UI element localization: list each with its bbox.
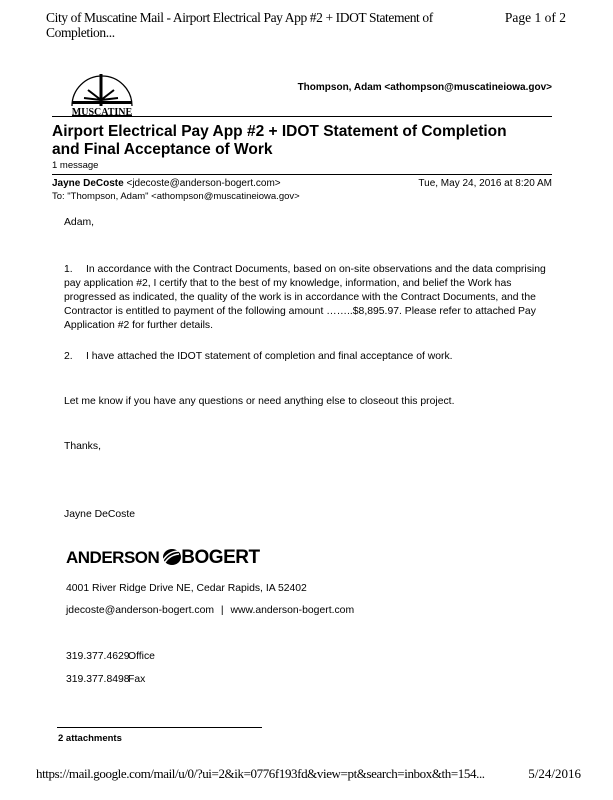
sender-email: <jdecoste@anderson-bogert.com> xyxy=(126,178,281,189)
attachments-label: 2 attachments xyxy=(58,733,122,744)
print-footer-url: https://mail.google.com/mail/u/0/?ui=2&ik=0776f193fd&view=pt&search=inbox&th=154... xyxy=(36,766,485,781)
item-number: 1. xyxy=(64,264,73,275)
anderson-bogert-logo xyxy=(66,547,260,569)
muscatine-logo-icon xyxy=(66,70,138,116)
swoosh-icon xyxy=(159,549,181,565)
phone-row xyxy=(66,673,145,687)
address: 4001 River Ridge Drive NE, Cedar Rapids, IA 52402 xyxy=(66,583,307,594)
message-count: 1 message xyxy=(52,160,99,171)
phone-number: 319.377.8498 xyxy=(66,674,130,685)
item-number: 2. xyxy=(64,351,73,362)
item-text: I have attached the IDOT statement of completion and final acceptance of work. xyxy=(86,351,453,362)
phone-label: Fax xyxy=(128,674,146,685)
logo-text: MUSCATINE xyxy=(71,107,133,116)
thanks: Thanks, xyxy=(64,441,101,452)
print-footer xyxy=(36,766,581,781)
closing-line: Let me know if you have any questions or need anything else to closeout this project. xyxy=(64,396,455,407)
message-date: Tue, May 24, 2016 at 8:20 AM xyxy=(418,178,552,189)
print-header-page: Page 1 of 2 xyxy=(504,10,566,25)
website-link[interactable]: www.anderson-bogert.com xyxy=(230,605,355,616)
item-text: In accordance with the Contract Documents, based on on-site observations and the data comprising pay application #2, I certify that to the best of my knowledge, information, and belief the Work has progressed as indicated, the quality of the work is in accordance with the Contract Documents, and the Contractor is entitled to payment of the following amount ……..$8,895.97. Please refer to attached Pay Application #2 for further details. xyxy=(64,264,546,331)
recipient: To: "Thompson, Adam" <athompson@muscatineiowa.gov> xyxy=(52,191,300,202)
sender xyxy=(52,178,281,189)
account-label: Thompson, Adam <athompson@muscatineiowa.gov> xyxy=(297,82,552,93)
signature-name: Jayne DeCoste xyxy=(64,509,136,520)
print-footer-date: 5/24/2016 xyxy=(528,766,581,781)
phone-number: 319.377.4629 xyxy=(66,651,130,662)
contact-line xyxy=(66,604,354,618)
phone-label: Office xyxy=(128,651,155,662)
print-header-title: City of Muscatine Mail - Airport Electrical Pay App #2 + IDOT Statement of Completion... xyxy=(46,10,433,40)
email-link[interactable]: jdecoste@anderson-bogert.com xyxy=(66,605,215,616)
logo-right-text: BOGERT xyxy=(181,547,260,568)
list-item xyxy=(64,350,554,364)
phone-row xyxy=(66,650,155,664)
separator: | xyxy=(220,605,224,616)
divider xyxy=(52,174,552,175)
divider xyxy=(52,116,552,117)
sender-name: Jayne DeCoste xyxy=(52,178,124,189)
email-subject: Airport Electrical Pay App #2 + IDOT Statement of Completion and Final Acceptance of Work xyxy=(52,123,507,158)
list-item xyxy=(64,263,554,333)
greeting: Adam, xyxy=(64,217,95,228)
logo-left-text: ANDERSON xyxy=(66,548,160,567)
print-header xyxy=(46,10,566,40)
divider xyxy=(57,727,262,728)
muscatine-logo xyxy=(66,70,138,116)
